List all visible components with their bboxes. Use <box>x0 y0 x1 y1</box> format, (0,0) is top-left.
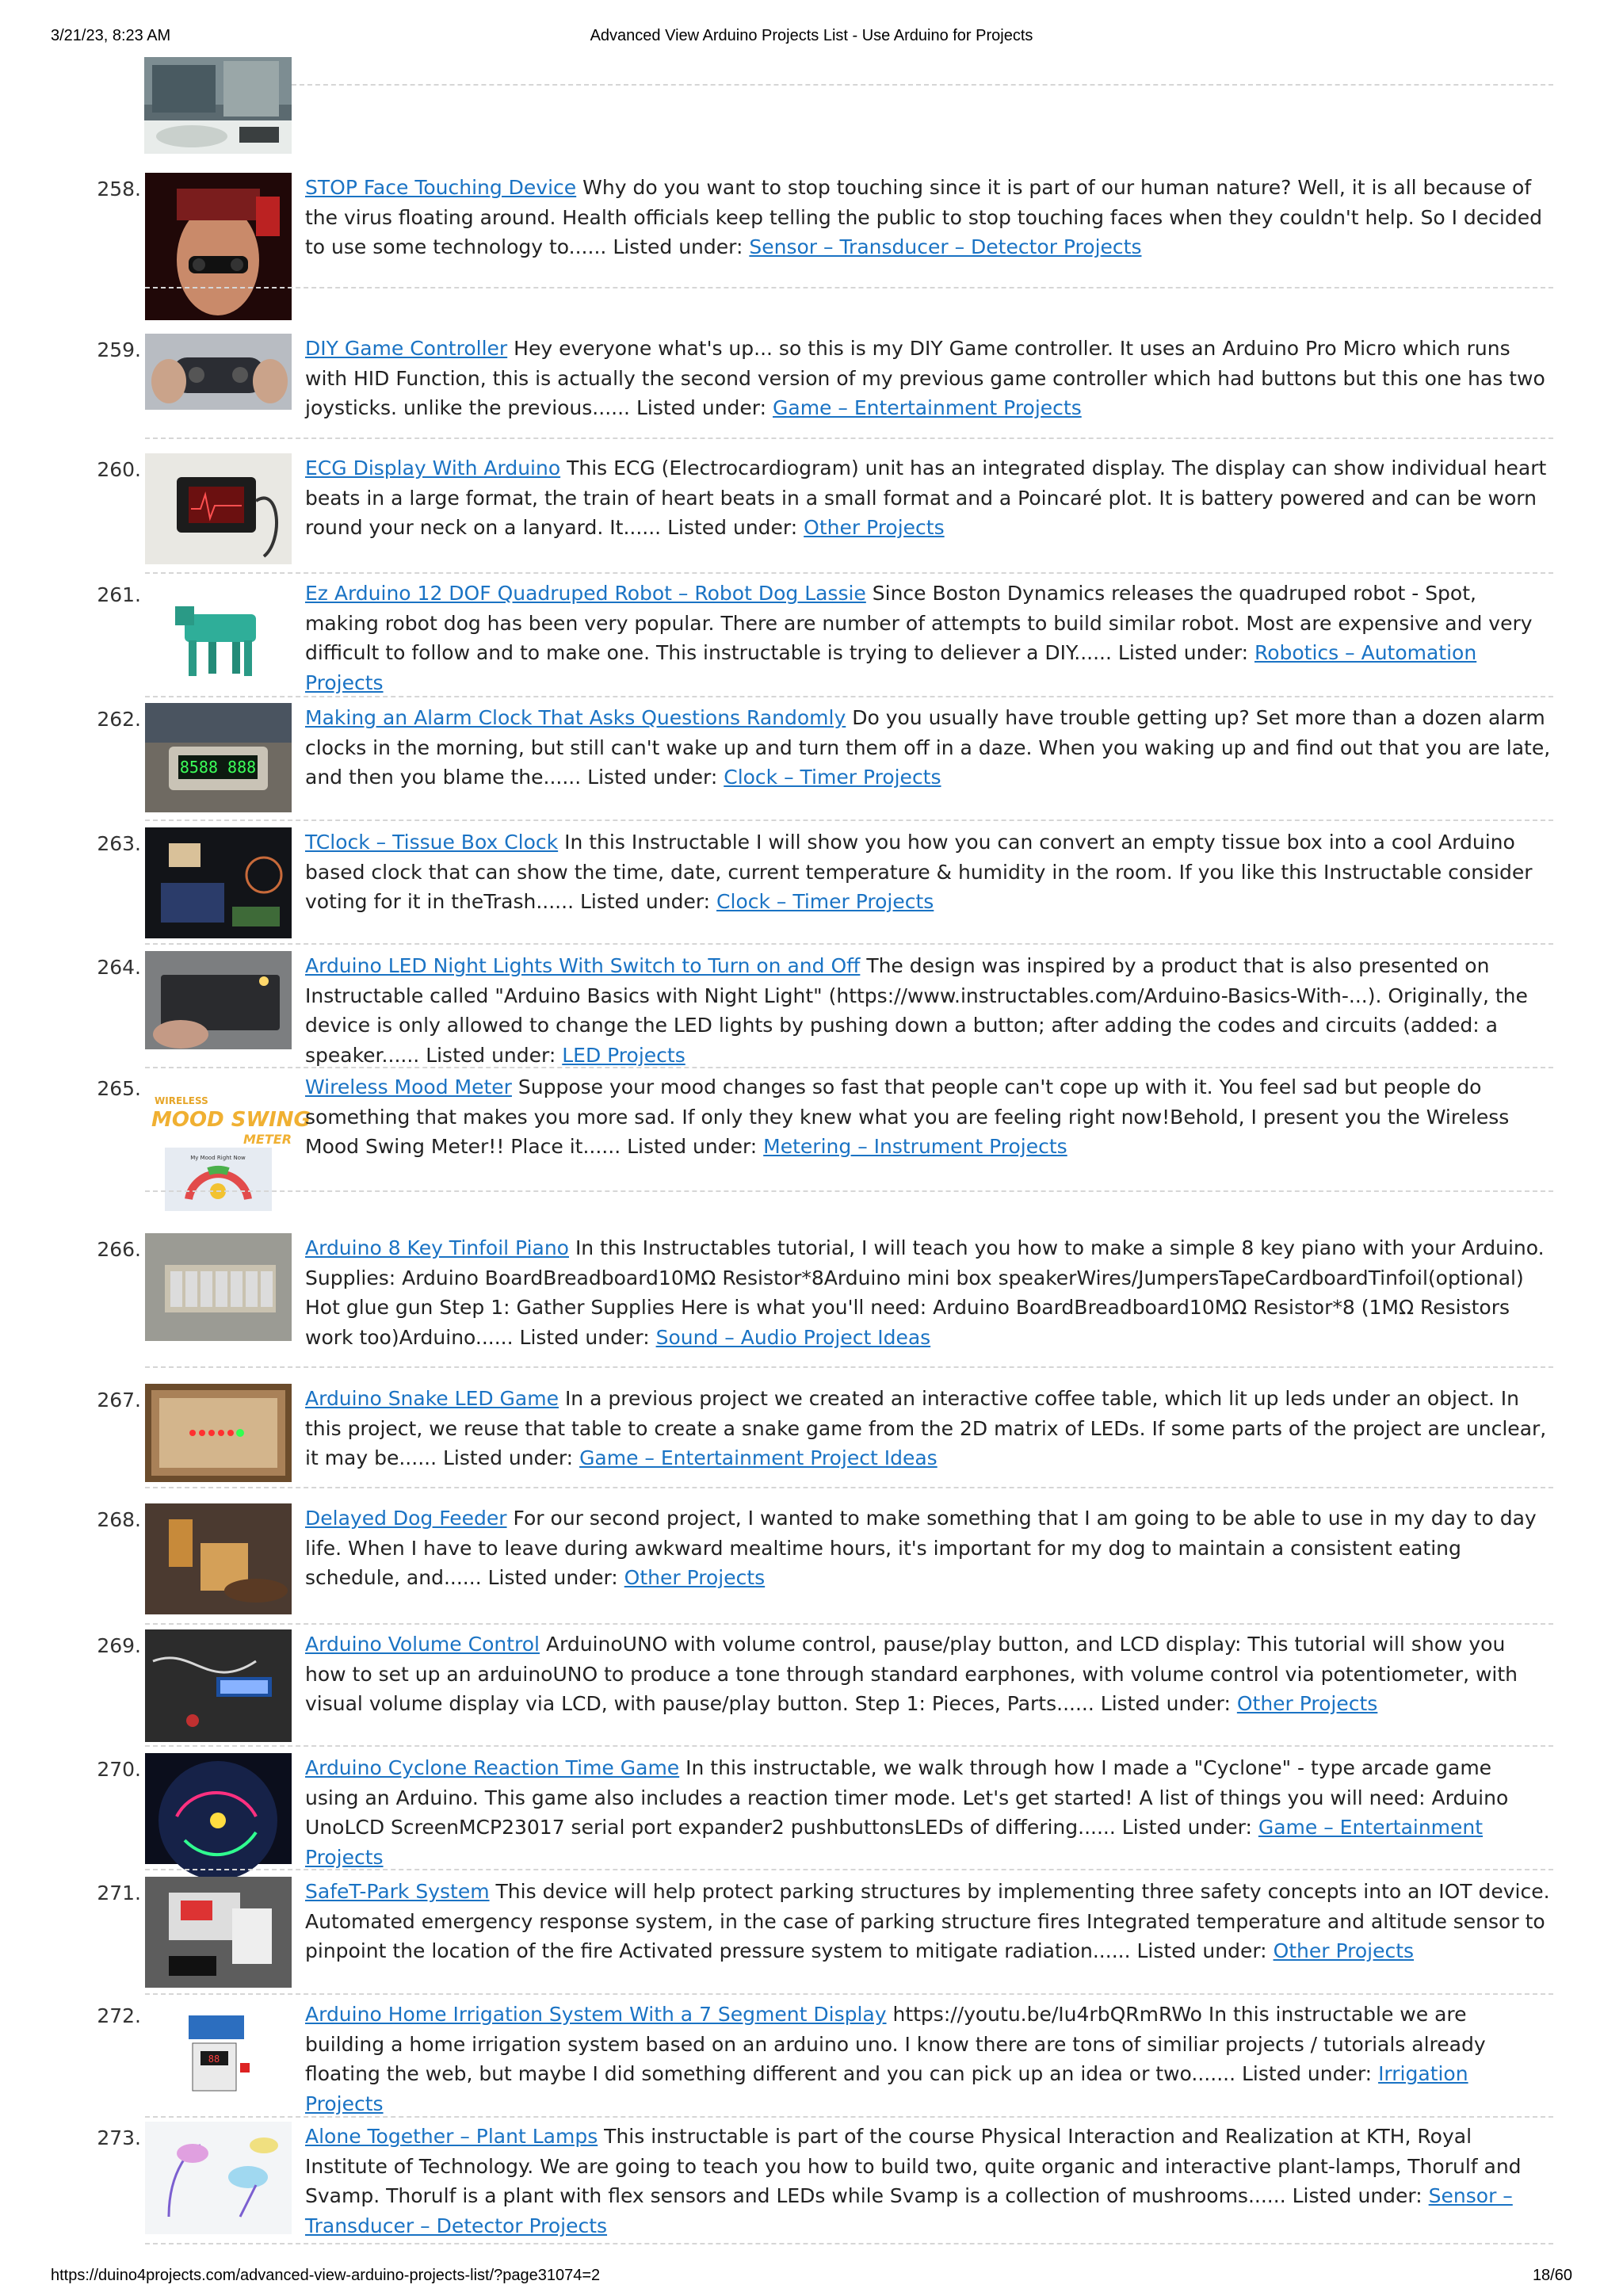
cyclone-game-photo-icon <box>145 1753 292 1864</box>
item-description <box>305 703 1551 793</box>
listed-under-label: Listed under: <box>443 1446 574 1469</box>
category-link[interactable]: Clock – Timer Projects <box>724 766 941 789</box>
item-description <box>305 334 1551 423</box>
category-link[interactable]: Game – Entertainment Projects <box>305 1816 1484 1869</box>
alarm-clock-photo-icon <box>145 703 292 812</box>
item-divider <box>145 437 1553 439</box>
project-thumbnail[interactable] <box>145 703 292 812</box>
listed-under-label: Listed under: <box>667 516 798 539</box>
project-title-link[interactable]: Arduino Cyclone Reaction Time Game <box>305 1756 680 1779</box>
listed-under-label: under: <box>645 890 711 913</box>
print-page-title: Advanced View Arduino Projects List - Use Arduino for Projects <box>590 27 1033 44</box>
listed-under-label: Listed under: <box>1100 1692 1231 1715</box>
item-divider <box>145 943 1553 945</box>
category-link[interactable]: Metering – Instrument Projects <box>763 1135 1067 1158</box>
face-touch-device-photo-icon <box>145 173 292 320</box>
project-summary: In a previous project we created an interactive coffee table, which lit up leds under an object. In this project, we reuse that table to create a snake game from the 2D matrix of LEDs. If some parts of the project are unclear, it may be...... <box>305 1387 1547 1469</box>
tissue-box-clock-photo-icon <box>145 827 292 938</box>
project-title-link[interactable]: Arduino LED Night Lights With Switch to Turn on and Off <box>305 954 861 977</box>
print-url: https://duino4projects.com/advanced-view-arduino-projects-list/?page31074=2 <box>51 2267 601 2284</box>
item-description <box>305 1233 1551 1352</box>
item-divider <box>145 2116 1553 2118</box>
category-link[interactable]: Other Projects <box>804 516 945 539</box>
night-light-photo-icon <box>145 951 292 1049</box>
item-divider <box>145 1067 1553 1068</box>
project-thumbnail[interactable] <box>145 173 292 320</box>
project-thumbnail[interactable] <box>145 827 292 938</box>
item-number: 271. <box>97 1881 141 1904</box>
project-thumbnail[interactable] <box>145 1072 311 1220</box>
listed-under-label: Listed under: <box>636 396 767 419</box>
item-number: 272. <box>97 2004 141 2027</box>
print-footer <box>51 2267 1572 2290</box>
project-title-link[interactable]: SafeT-Park System <box>305 1880 490 1903</box>
item-divider <box>292 84 1553 86</box>
thumb-caption-1: WIRELESS <box>155 1095 208 1106</box>
project-title-link[interactable]: Making an Alarm Clock That Asks Questions Randomly <box>305 706 846 729</box>
project-thumbnail[interactable] <box>145 2000 292 2098</box>
project-thumbnail[interactable] <box>145 1503 292 1614</box>
svg-text:88: 88 <box>208 2053 220 2065</box>
listed-under-label: Listed under: <box>627 1135 758 1158</box>
project-summary: This device will help protect parking structures by implementing three safety concepts into an IOT device. Automated emergency response system, in the case of parking structure fires Integrated temperature and altitude sensor to pinpoint the location of the fire Activated pressure system to mitigate radiation...... <box>305 1880 1550 1962</box>
item-divider <box>145 2243 1553 2244</box>
project-title-link[interactable]: Arduino 8 Key Tinfoil Piano <box>305 1236 569 1259</box>
project-summary: In this Instructables tutorial, I will teach you how to make a simple 8 key piano with your Arduino. Supplies: Arduino BoardBreadboard10MΩ Resistor*8Arduino mini box speakerWires/JumpersTapeCardboardTinfoil(optional) Hot glue gun Step 1: Gather Supplies Here is what you'll need: Arduino BoardBreadboard10MΩ Resistor*8 (1MΩ Resistors work too)Arduino...... <box>305 1236 1545 1349</box>
category-link[interactable]: Other Projects <box>1236 1692 1378 1715</box>
item-number: 263. <box>97 832 141 855</box>
project-summary: In this Instructable I will show you how you can convert an empty tissue box into a cool Arduino based clock that can show the time, date, current temperature & humidity in the room. If you like this Instructable consider voting for it in theTrash...... Listed <box>305 831 1533 913</box>
category-link[interactable]: Other Projects <box>624 1566 766 1589</box>
thumb-caption-3: METER <box>243 1132 292 1147</box>
item-description <box>305 827 1551 917</box>
listed-under-label: Listed under: <box>1121 1816 1252 1839</box>
item-number: 267. <box>97 1389 141 1412</box>
dog-feeder-photo-icon <box>145 1503 292 1614</box>
project-title-link[interactable]: TClock – Tissue Box Clock <box>305 831 559 854</box>
project-thumbnail[interactable] <box>145 1629 292 1742</box>
item-divider <box>145 696 1553 697</box>
item-description <box>305 2000 1551 2118</box>
project-title-link[interactable]: Alone Together – Plant Lamps <box>305 2125 598 2148</box>
project-thumbnail[interactable] <box>145 2122 292 2234</box>
previous-project-photo-icon <box>144 57 292 154</box>
listed-under-label: Listed under: <box>1242 2062 1373 2085</box>
project-thumbnail[interactable] <box>145 951 292 1049</box>
item-description <box>305 1877 1551 1966</box>
robot-dog-photo-icon <box>145 579 292 691</box>
project-title-link[interactable]: ECG Display With Arduino <box>305 457 561 479</box>
project-thumbnail[interactable] <box>145 1877 292 1988</box>
category-link[interactable]: Sensor – Transducer – Detector Projects <box>749 235 1142 258</box>
project-summary: This instructable is part of the course Physical Interaction and Realization at KTH, Royal Institute of Technology. We are going to teach you how to build two, quite organic and interactive plant-lamps, Thorulf and Svamp. Thorulf is a plant with flex sensors and LEDs while Svamp is a collection of mushrooms...... <box>305 2125 1522 2207</box>
item-description <box>305 579 1551 697</box>
item-number: 262. <box>97 708 141 731</box>
project-summary: https://youtu.be/Iu4rbQRmRWo In this instructable we are building a home irrigation system based on an arduino uno. I know there are tons of similiar projects / tutorials already floating the web, but maybe I did something different and you can pick up an idea or two....... <box>305 2003 1486 2085</box>
item-number: 260. <box>97 458 141 481</box>
item-description <box>305 2122 1551 2241</box>
project-title-link[interactable]: Wireless Mood Meter <box>305 1075 512 1098</box>
item-divider <box>145 1487 1553 1488</box>
ecg-display-photo-icon <box>145 453 292 564</box>
project-title-link[interactable]: DIY Game Controller <box>305 337 508 360</box>
listed-under-label: Listed under: <box>587 766 718 789</box>
project-title-link[interactable]: Ez Arduino 12 DOF Quadruped Robot – Robot Dog Lassie <box>305 582 866 605</box>
category-link[interactable]: Irrigation Projects <box>305 2062 1468 2115</box>
category-link[interactable]: Game – Entertainment Project Ideas <box>579 1446 938 1469</box>
item-number: 270. <box>97 1758 141 1781</box>
svg-text:8588 888: 8588 888 <box>179 758 257 777</box>
project-thumbnail[interactable] <box>145 334 292 410</box>
item-divider <box>145 1745 1553 1747</box>
item-divider <box>145 1869 1553 1870</box>
category-link[interactable]: Sound – Audio Project Ideas <box>655 1325 931 1349</box>
item-description <box>305 1629 1551 1719</box>
project-summary: Do you usually have trouble getting up? Set more than a dozen alarm clocks in the morning, but still can't wake up and turn them off in a daze. When you waking up and find out that you are late, and then you blame the...... <box>305 706 1551 789</box>
project-title-link[interactable]: Arduino Volume Control <box>305 1633 540 1656</box>
item-divider <box>145 1366 1553 1368</box>
item-number: 258. <box>97 178 141 201</box>
item-divider <box>145 1190 1553 1192</box>
item-description <box>305 1503 1551 1593</box>
irrigation-system-photo-icon <box>145 2000 292 2098</box>
item-number: 264. <box>97 956 141 979</box>
listed-under-label: Listed under: <box>1292 2184 1423 2207</box>
item-divider <box>145 1623 1553 1625</box>
listed-under-label: Listed under: <box>1136 1939 1267 1962</box>
project-thumbnail[interactable] <box>145 579 292 691</box>
project-thumbnail[interactable] <box>144 57 292 154</box>
project-thumbnail[interactable] <box>145 1753 292 1864</box>
project-summary: ArduinoUNO with volume control, pause/play button, and LCD display: This tutorial will show you how to set up an arduinoUNO to produce a tone through standard earphones, with volume control via potentiometer, with visual volume display via LCD, with pause/play button. Step 1: Pieces, Parts...... <box>305 1633 1518 1715</box>
item-divider <box>145 572 1553 574</box>
project-summary: Why do you want to stop touching since it is part of our human nature? Well, it is all because of the virus floating around. Health officials keep telling the public to stop touching faces when they couldn't help. So I decided to use some technology to...... <box>305 176 1542 258</box>
print-page-number: 18/60 <box>1532 2267 1572 2284</box>
category-link[interactable]: Clock – Timer Projects <box>716 890 934 913</box>
category-link[interactable]: Other Projects <box>1273 1939 1415 1962</box>
item-description <box>305 1753 1551 1872</box>
safet-park-photo-icon <box>145 1877 292 1988</box>
volume-control-photo-icon <box>145 1629 292 1742</box>
mood-meter-photo-icon <box>145 1072 311 1220</box>
project-title-link[interactable]: Arduino Snake LED Game <box>305 1387 559 1410</box>
game-controller-photo-icon <box>145 334 292 410</box>
tinfoil-piano-photo-icon <box>145 1233 292 1341</box>
project-summary: Since Boston Dynamics releases the quadruped robot - Spot, making robot dog has been very popular. There are number of attempts to build similar robot. Most are expensive and very difficult to follow and to make one. This instructable is trying to deliever a DIY...... <box>305 582 1533 664</box>
item-description <box>305 173 1551 262</box>
item-divider <box>145 1993 1553 1995</box>
print-header <box>51 27 1572 51</box>
item-description <box>305 453 1551 543</box>
project-thumbnail[interactable] <box>145 1233 292 1341</box>
category-link[interactable]: Robotics – Automation Projects <box>305 641 1477 694</box>
item-description <box>305 1072 1551 1162</box>
project-summary: For our second project, I wanted to make something that I am going to be able to use in my day to day life. When I have to leave during awkward mealtime hours, it's important for my dog to maintain a consistent eating schedule, and...... <box>305 1507 1537 1589</box>
plant-lamps-photo-icon <box>145 2122 292 2234</box>
category-link[interactable]: LED Projects <box>562 1043 685 1067</box>
item-number: 259. <box>97 338 141 361</box>
project-title-link[interactable]: Delayed Dog Feeder <box>305 1507 507 1530</box>
project-title-link[interactable]: STOP Face Touching Device <box>305 176 577 199</box>
thumb-caption-4: My Mood Right Now <box>190 1155 246 1161</box>
item-number: 273. <box>97 2126 141 2149</box>
item-divider <box>145 819 1553 821</box>
item-number: 266. <box>97 1238 141 1261</box>
listed-under-label: Listed under: <box>613 235 743 258</box>
thumb-caption-2: MOOD SWING <box>151 1108 311 1132</box>
category-link[interactable]: Sensor – Transducer – Detector Projects <box>305 2184 1513 2237</box>
item-divider <box>145 287 1553 288</box>
item-number: 268. <box>97 1508 141 1531</box>
project-summary: Suppose your mood changes so fast that people can't cope up with it. You feel sad but people do something that makes you more sad. If only they knew what you are feeling right now!Behold, I present you the Wireless Mood Swing Meter!! Place it...... <box>305 1075 1510 1158</box>
project-title-link[interactable]: Arduino Home Irrigation System With a 7 Segment Display <box>305 2003 887 2026</box>
project-summary: Hey everyone what's up... so this is my DIY Game controller. It uses an Arduino Pro Micro which runs with HID Function, this is actually the second version of my previous game controller which had buttons but this one has two joysticks. unlike the previous...... <box>305 337 1545 419</box>
item-number: 261. <box>97 583 141 606</box>
item-description <box>305 1384 1551 1473</box>
snake-led-table-photo-icon <box>145 1384 292 1482</box>
listed-under-label: Listed under: <box>426 1043 556 1067</box>
listed-under-label: Listed under: <box>1117 641 1249 664</box>
project-thumbnail[interactable] <box>145 1384 292 1482</box>
project-thumbnail[interactable] <box>145 453 292 564</box>
project-summary: This ECG (Electrocardiogram) unit has an integrated display. The display can show individual heart beats in a large format, the train of heart beats in a small format and a Poincaré plot. It is battery powered and can be worn round your neck on a lanyard. It...... <box>305 457 1547 539</box>
item-description <box>305 951 1551 1070</box>
previous-item-tail <box>144 57 1553 165</box>
project-summary: In this instructable, we walk through how I made a "Cyclone" - type arcade game using an Arduino. This game also includes a reaction timer mode. Let's get started! A list of things you will need: Arduino UnoLCD ScreenMCP23017 serial port expander2 pushbuttonsLEDs of differing...... <box>305 1756 1509 1839</box>
print-datetime: 3/21/23, 8:23 AM <box>51 27 171 44</box>
listed-under-label: Listed under: <box>487 1566 618 1589</box>
item-number: 269. <box>97 1634 141 1657</box>
item-number: 265. <box>97 1077 141 1100</box>
project-summary: The design was inspired by a product that is also presented on Instructable called "Arduino Basics with Night Light" (https://www.instructables.com/Arduino-Basics-With-...). Originally, the device is only allowed to change the LED lights by pushing down a button; after adding the codes and circuits (added: a speaker...... <box>305 954 1528 1067</box>
listed-under-label: Listed under: <box>519 1325 650 1349</box>
category-link[interactable]: Game – Entertainment Projects <box>773 396 1082 419</box>
